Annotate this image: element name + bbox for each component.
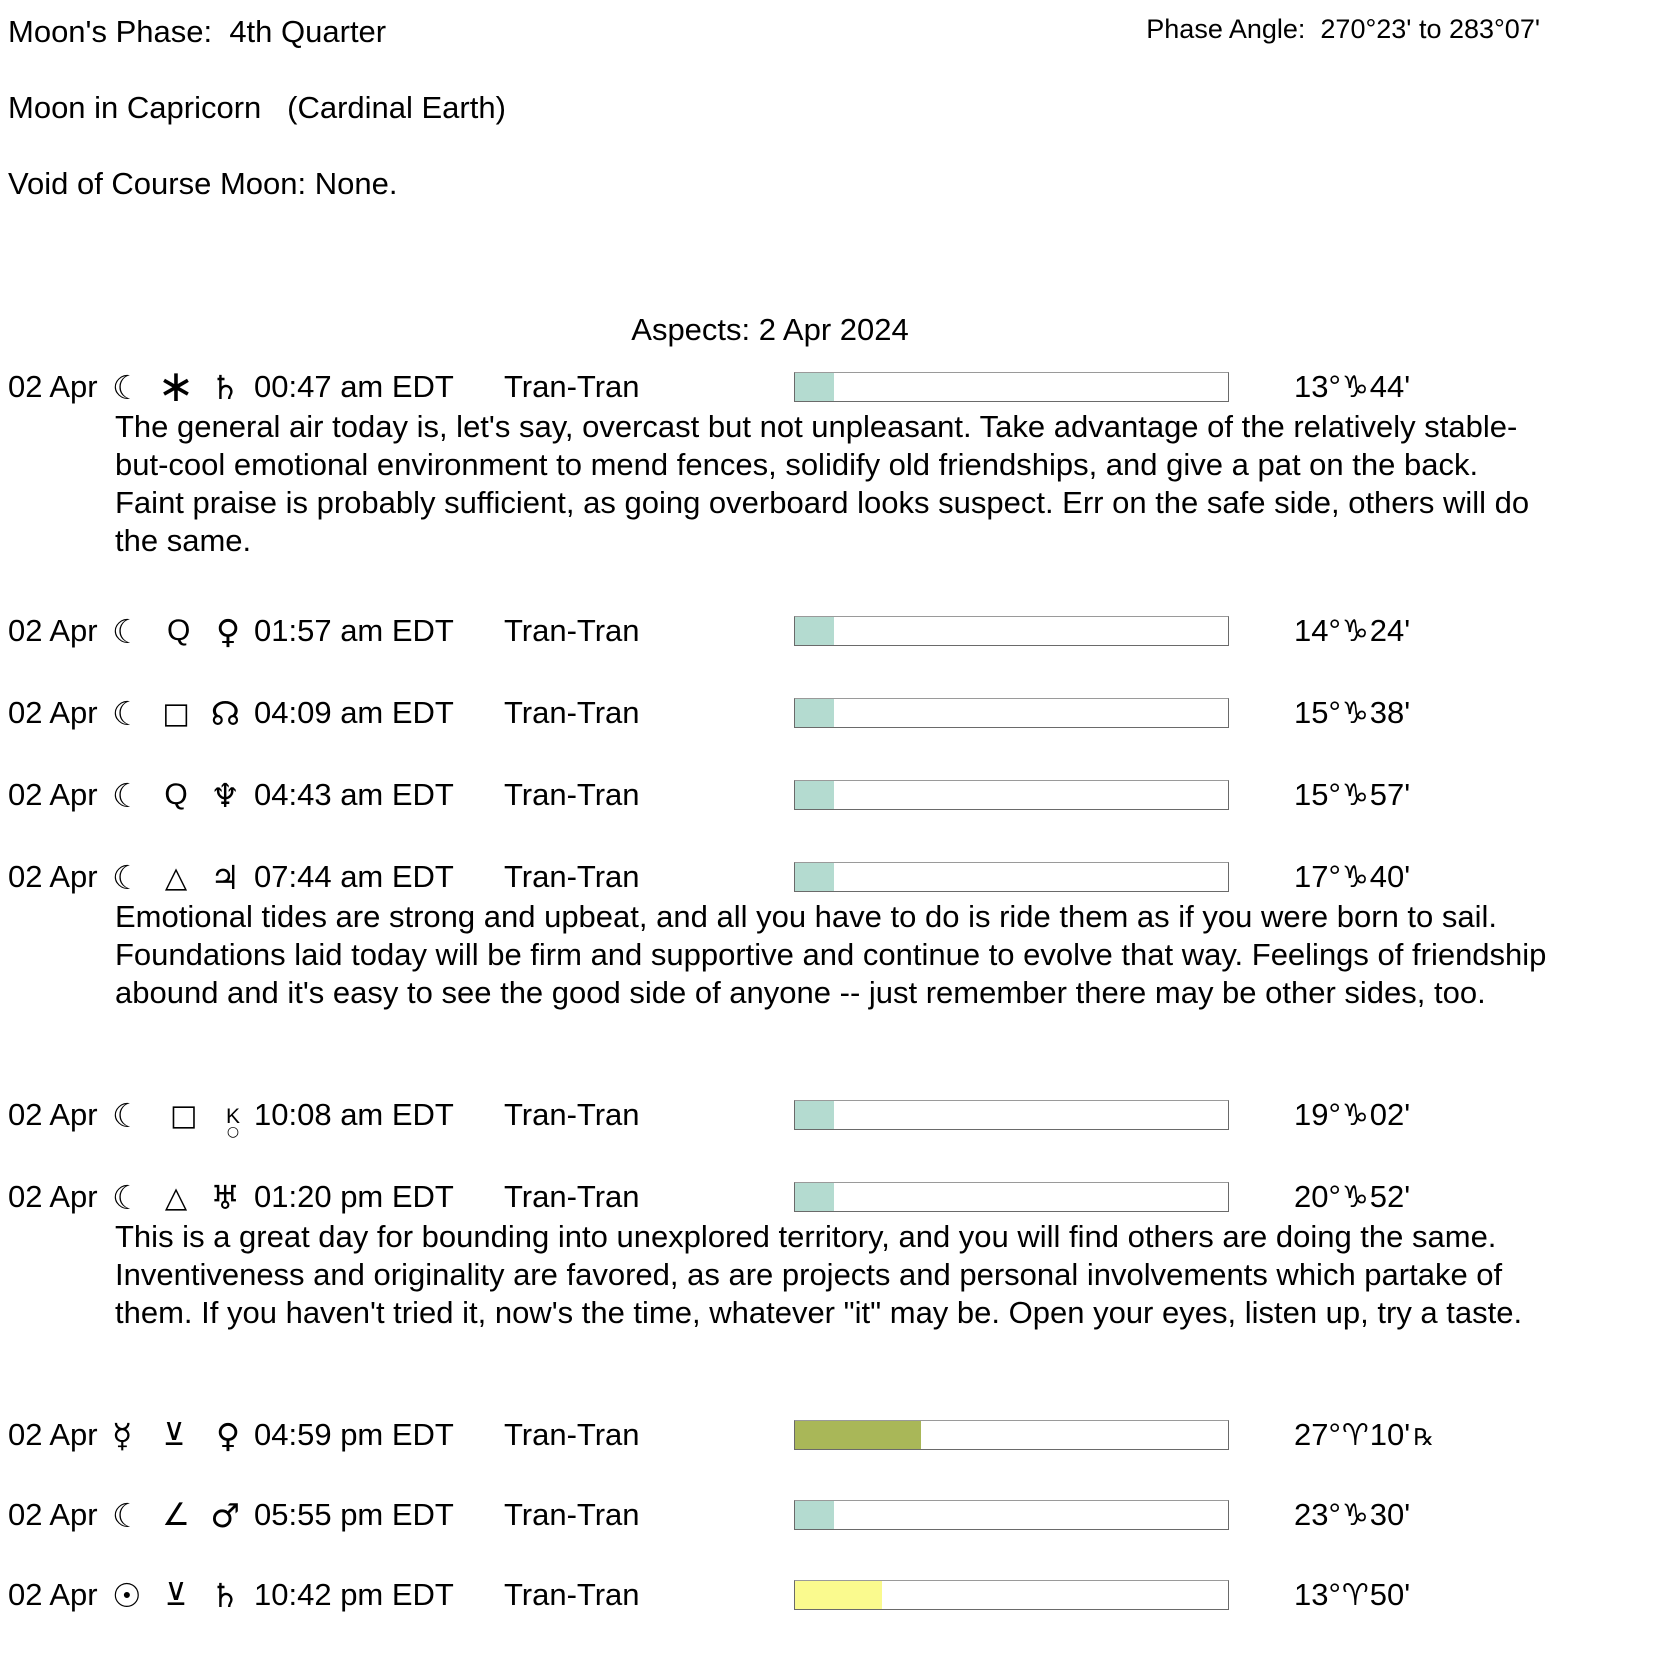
aspect-date: 02 Apr <box>8 1577 98 1612</box>
moon-icon: ☾ <box>112 1495 142 1535</box>
capricorn-sign-icon: ♑ <box>1341 696 1369 731</box>
trine-icon: △ <box>164 1180 188 1214</box>
aspect-date: 02 Apr <box>8 777 98 812</box>
position-degrees: 13° <box>1294 369 1341 404</box>
orb-progress-bar <box>794 616 1229 646</box>
aspect-interpretation: Emotional tides are strong and upbeat, and all you have to do is ride them as if you were born to sail. Foundations laid today will be firm and supportive and continue to evolve that way. Feelings of friendship abound and it's easy to see the good side of anyone -- just remember there may be other sides, too. <box>115 899 1547 1010</box>
aspect-row <box>0 1095 1413 1140</box>
position-degrees: 23° <box>1294 1497 1341 1532</box>
moon-icon: ☾ <box>112 693 142 733</box>
aspects-title: Aspects: 2 Apr 2024 <box>631 312 909 347</box>
aspect-position <box>1294 369 1413 405</box>
position-minutes: 44' <box>1369 369 1411 404</box>
aspect-time: 04:09 am EDT <box>254 695 454 730</box>
aspect-position <box>1294 1497 1413 1533</box>
capricorn-sign-icon: ♑ <box>1341 1498 1369 1533</box>
aspect-symbols <box>112 776 240 815</box>
aspect-symbols <box>112 1496 240 1535</box>
position-minutes: 24' <box>1369 613 1411 648</box>
aspect-time: 01:57 am EDT <box>254 613 454 648</box>
aspect-symbols <box>112 858 240 897</box>
aspect-chart-type: Tran-Tran <box>504 1097 640 1132</box>
saturn-icon: ♄ <box>210 1575 240 1615</box>
moon-sign-line: Moon in Capricorn (Cardinal Earth) <box>8 90 506 125</box>
sextile-icon: ∗ <box>157 361 195 412</box>
aspect-date: 02 Apr <box>8 613 98 648</box>
position-minutes: 50' <box>1369 1577 1411 1612</box>
moon-icon: ☾ <box>112 367 142 407</box>
aspect-row <box>0 361 1413 412</box>
aries-sign-icon: ♈ <box>1341 1578 1369 1613</box>
aspect-symbols <box>112 612 240 651</box>
position-minutes: 52' <box>1369 1179 1411 1214</box>
trine-icon: △ <box>164 860 188 894</box>
aspect-row <box>0 1416 1434 1454</box>
mercury-icon: ☿ <box>112 1415 133 1455</box>
saturn-icon: ♄ <box>210 367 240 407</box>
aspect-interpretation: This is a great day for bounding into unexplored territory, and you will find others are doing the same. Inventiveness and originality are favored, as are projects and personal involvements which partake of them. If you haven't tried it, now's the time, whatever "it" may be. Open your eyes, listen up, try a taste. <box>115 1219 1523 1330</box>
aspect-position <box>1294 1179 1413 1215</box>
uranus-icon: ♅ <box>210 1177 240 1217</box>
semisextile-icon: ⊻ <box>164 1577 188 1613</box>
aspect-row <box>0 1496 1413 1534</box>
neptune-icon: ♆ <box>210 775 240 815</box>
position-degrees: 13° <box>1294 1577 1341 1612</box>
orb-progress-fill <box>795 617 834 645</box>
capricorn-sign-icon: ♑ <box>1341 370 1369 405</box>
aspect-chart-type: Tran-Tran <box>504 859 640 894</box>
aspect-row <box>0 858 1413 896</box>
moon-icon: ☾ <box>112 775 142 815</box>
moon-icon: ☾ <box>112 1177 142 1217</box>
aspect-date: 02 Apr <box>8 369 98 404</box>
aspect-position <box>1294 1577 1413 1613</box>
aspect-date: 02 Apr <box>8 1179 98 1214</box>
aspect-position <box>1294 859 1413 895</box>
phase-angle-line: Phase Angle: 270°23' to 283°07' <box>1146 14 1540 44</box>
orb-progress-fill <box>795 1421 921 1449</box>
moon-icon: ☾ <box>112 1095 142 1135</box>
aspect-position <box>1294 1097 1413 1133</box>
aspect-time: 10:08 am EDT <box>254 1097 454 1132</box>
orb-progress-fill <box>795 781 834 809</box>
aspect-chart-type: Tran-Tran <box>504 777 640 812</box>
aspect-time: 00:47 am EDT <box>254 369 454 404</box>
aspect-symbols <box>112 1092 240 1138</box>
capricorn-sign-icon: ♑ <box>1341 778 1369 813</box>
aspect-chart-type: Tran-Tran <box>504 695 640 730</box>
orb-progress-bar <box>794 1182 1229 1212</box>
orb-progress-fill <box>795 1183 834 1211</box>
position-degrees: 15° <box>1294 777 1341 812</box>
semisquare-icon: ∠ <box>162 1497 190 1533</box>
aspect-row <box>0 1576 1413 1614</box>
orb-progress-bar <box>794 1420 1229 1450</box>
chiron-icon: K ○ <box>225 1105 240 1140</box>
aspect-chart-type: Tran-Tran <box>504 1179 640 1214</box>
position-degrees: 17° <box>1294 859 1341 894</box>
position-minutes: 30' <box>1369 1497 1411 1532</box>
orb-progress-fill <box>795 1581 882 1609</box>
orb-progress-fill <box>795 373 834 401</box>
aspect-date: 02 Apr <box>8 1097 98 1132</box>
position-degrees: 15° <box>1294 695 1341 730</box>
aspect-date: 02 Apr <box>8 1417 98 1452</box>
aspect-date: 02 Apr <box>8 1497 98 1532</box>
position-degrees: 27° <box>1294 1417 1341 1452</box>
aspect-position <box>1294 1417 1434 1453</box>
aspect-row <box>0 1178 1413 1216</box>
aspect-symbols <box>112 1178 240 1217</box>
aspect-chart-type: Tran-Tran <box>504 1417 640 1452</box>
aspect-symbols <box>112 1576 240 1615</box>
mars-icon: ♂ <box>210 1495 240 1535</box>
orb-progress-bar <box>794 372 1229 402</box>
orb-progress-bar <box>794 862 1229 892</box>
orb-progress-fill <box>795 1101 834 1129</box>
aspect-chart-type: Tran-Tran <box>504 1497 640 1532</box>
moon-phase-line: Moon's Phase: 4th Quarter <box>8 14 387 49</box>
quintile-icon: Q <box>167 614 191 647</box>
orb-progress-fill <box>795 863 834 891</box>
square-icon: □ <box>162 696 190 730</box>
aspect-position <box>1294 695 1413 731</box>
aspect-chart-type: Tran-Tran <box>504 613 640 648</box>
position-degrees: 19° <box>1294 1097 1341 1132</box>
aspect-symbols <box>112 694 240 733</box>
aspect-position <box>1294 777 1413 813</box>
capricorn-sign-icon: ♑ <box>1341 860 1369 895</box>
orb-progress-bar <box>794 780 1229 810</box>
position-degrees: 14° <box>1294 613 1341 648</box>
aspect-date: 02 Apr <box>8 859 98 894</box>
aspect-symbols <box>112 1416 240 1455</box>
aspect-chart-type: Tran-Tran <box>504 369 640 404</box>
aspect-interpretation: The general air today is, let's say, overcast but not unpleasant. Take advantage of the relatively stable-but-cool emotional environment to mend fences, solidify old friendships, and give a pat on the back. Faint praise is probably sufficient, as going overboard looks suspect. Err on the safe side, others will do the same. <box>115 409 1530 558</box>
north-node-icon: ☊ <box>210 693 240 733</box>
position-minutes: 02' <box>1369 1097 1411 1132</box>
aspect-chart-type: Tran-Tran <box>504 1577 640 1612</box>
aspect-row <box>0 694 1413 732</box>
aspect-row <box>0 612 1413 650</box>
retrograde-icon: ℞ <box>1413 1425 1434 1451</box>
aspect-time: 10:42 pm EDT <box>254 1577 454 1612</box>
semisextile-icon: ⊻ <box>162 1417 186 1453</box>
void-of-course-line: Void of Course Moon: None. <box>8 166 398 201</box>
moon-icon: ☾ <box>112 611 142 651</box>
moon-icon: ☾ <box>112 857 142 897</box>
aspect-time: 05:55 pm EDT <box>254 1497 454 1532</box>
position-minutes: 10' <box>1369 1417 1411 1452</box>
capricorn-sign-icon: ♑ <box>1341 614 1369 649</box>
position-minutes: 38' <box>1369 695 1411 730</box>
jupiter-icon: ♃ <box>210 857 240 897</box>
venus-icon: ♀ <box>215 1415 240 1455</box>
orb-progress-bar <box>794 1500 1229 1530</box>
orb-progress-bar <box>794 1580 1229 1610</box>
aspect-position <box>1294 613 1413 649</box>
quintile-icon: Q <box>164 778 188 811</box>
aspect-row <box>0 776 1413 814</box>
capricorn-sign-icon: ♑ <box>1341 1180 1369 1215</box>
venus-icon: ♀ <box>215 611 240 651</box>
aspect-symbols <box>112 361 240 412</box>
position-degrees: 20° <box>1294 1179 1341 1214</box>
position-minutes: 57' <box>1369 777 1411 812</box>
aspect-date: 02 Apr <box>8 695 98 730</box>
orb-progress-fill <box>795 1501 834 1529</box>
square-icon: □ <box>170 1098 198 1132</box>
orb-progress-bar <box>794 1100 1229 1130</box>
aries-sign-icon: ♈ <box>1341 1418 1369 1453</box>
orb-progress-fill <box>795 699 834 727</box>
aspect-time: 01:20 pm EDT <box>254 1179 454 1214</box>
aspect-time: 04:43 am EDT <box>254 777 454 812</box>
capricorn-sign-icon: ♑ <box>1341 1098 1369 1133</box>
aspect-time: 04:59 pm EDT <box>254 1417 454 1452</box>
position-minutes: 40' <box>1369 859 1411 894</box>
aspect-time: 07:44 am EDT <box>254 859 454 894</box>
orb-progress-bar <box>794 698 1229 728</box>
sun-icon: ☉ <box>112 1575 142 1615</box>
